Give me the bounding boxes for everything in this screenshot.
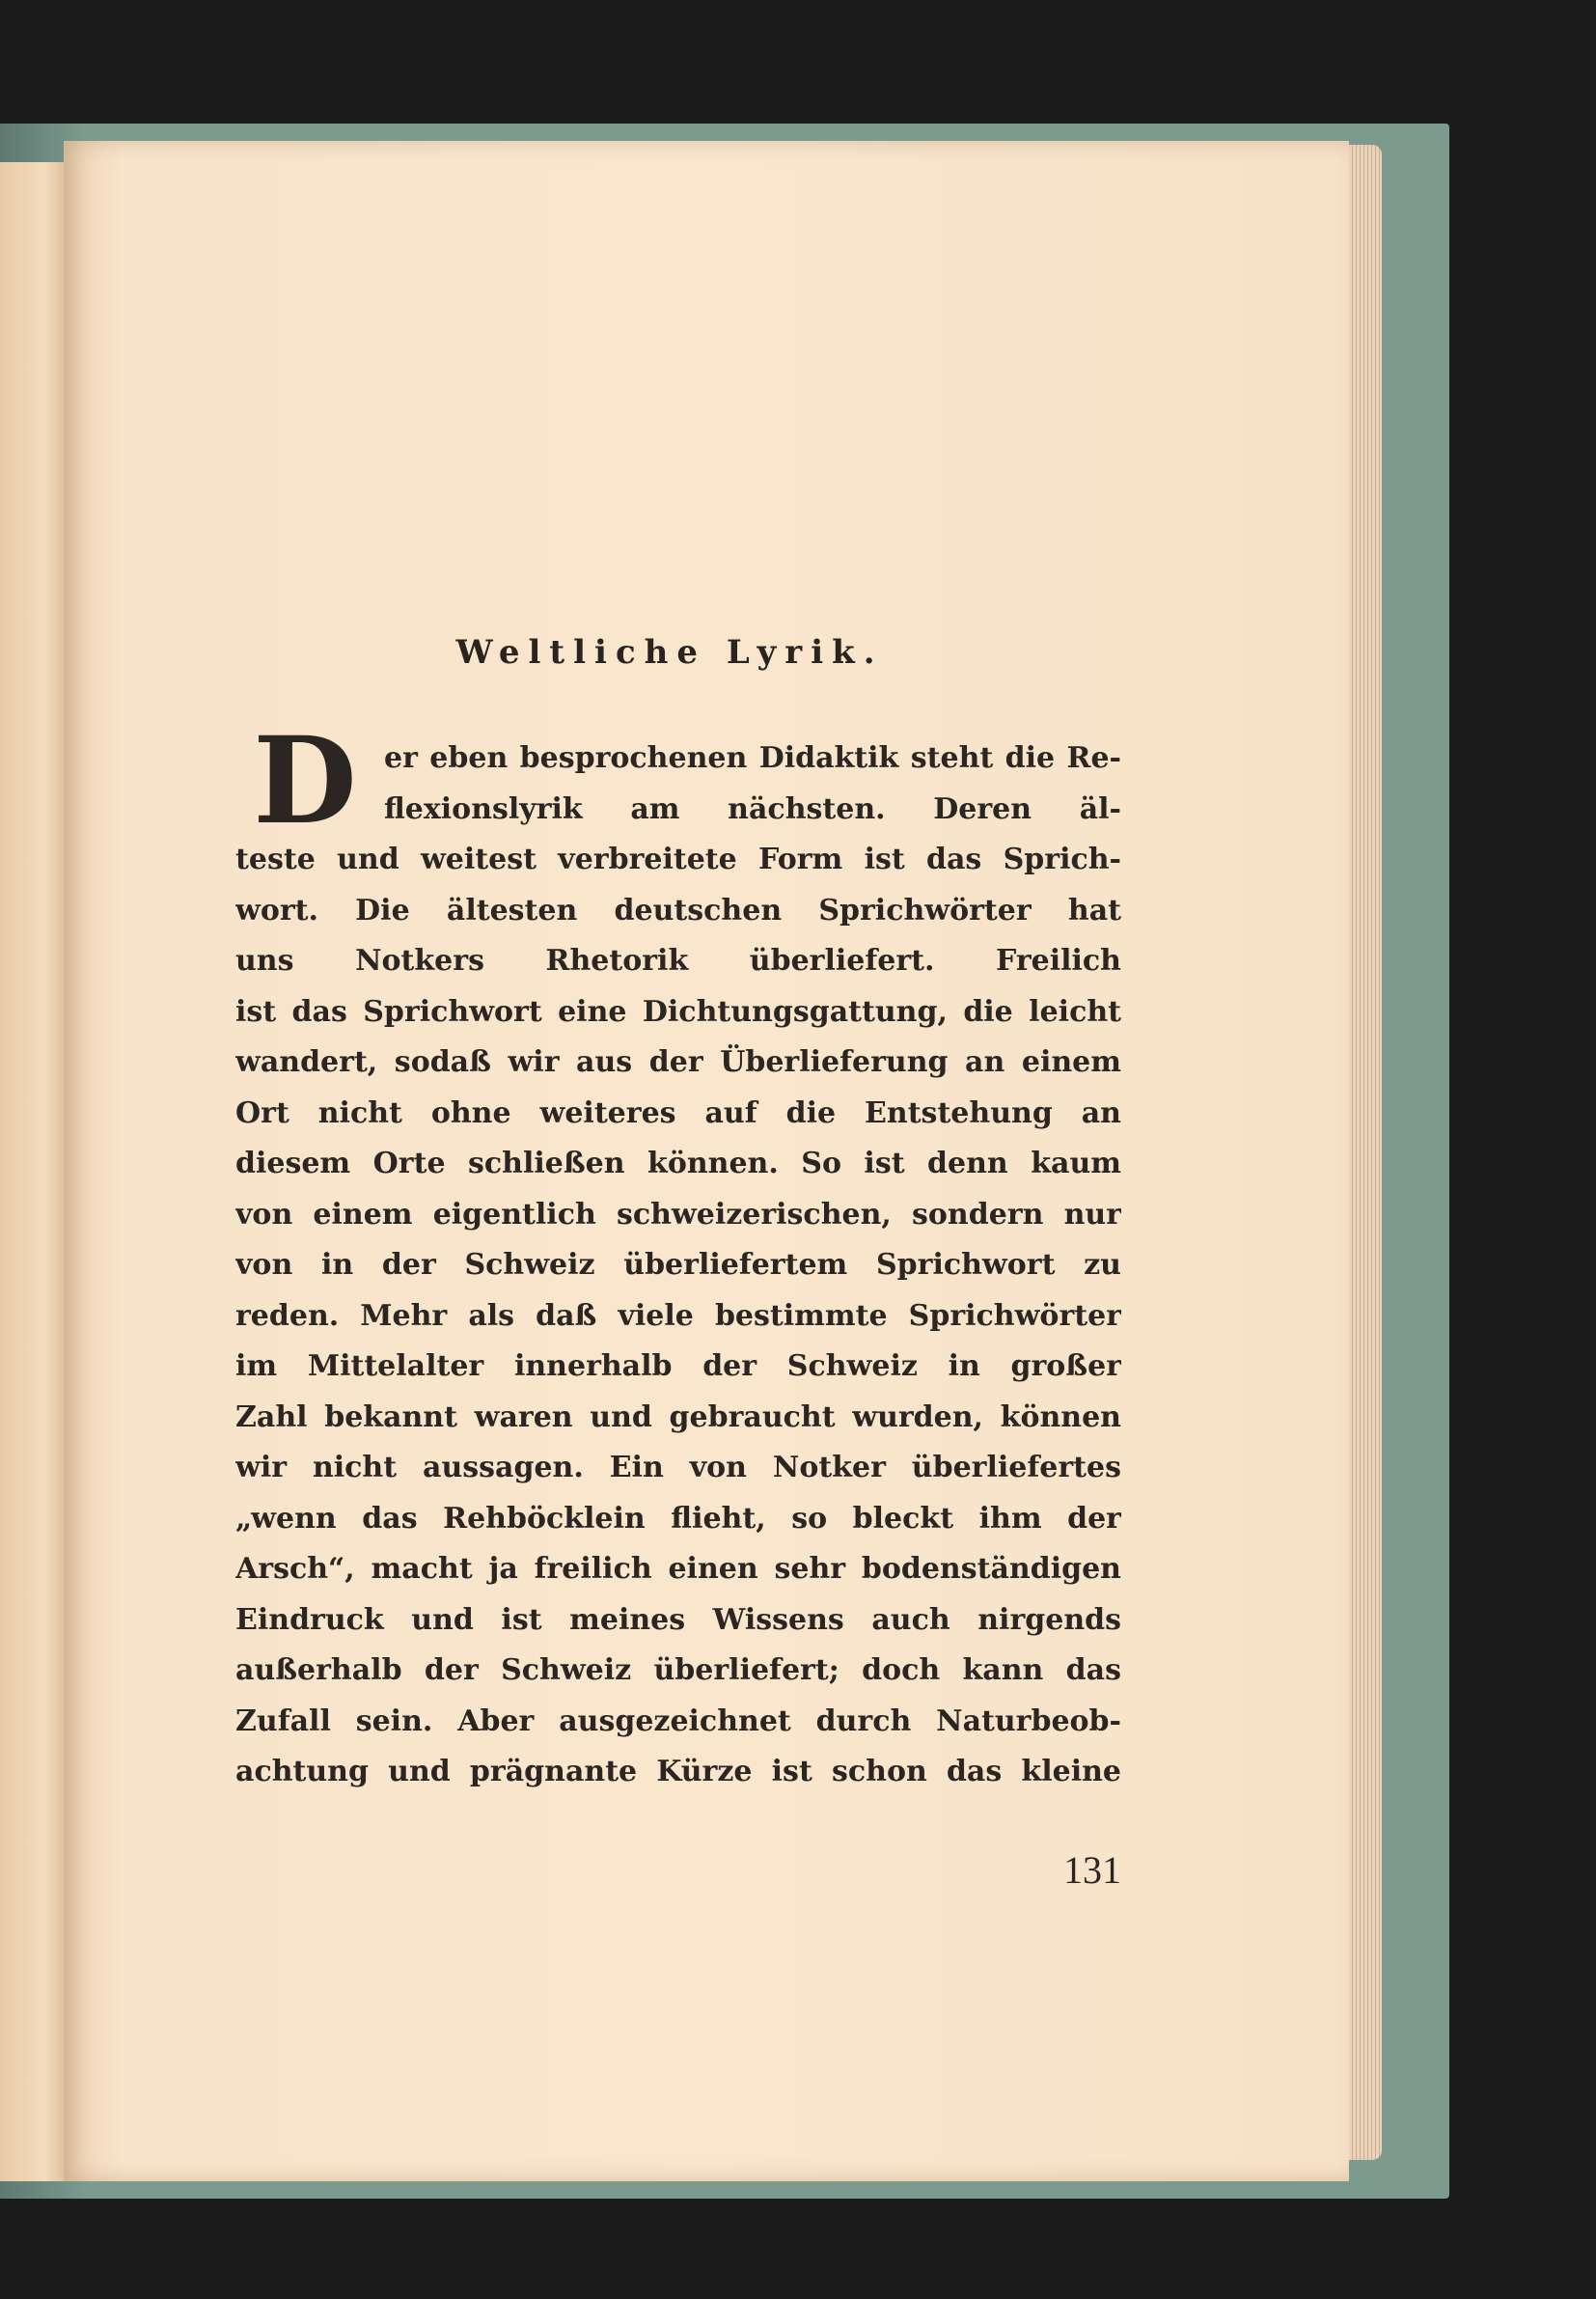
book-page (64, 141, 1349, 2181)
text-line: von einem eigentlich schweizerischen, sondern nur (235, 1197, 1121, 1232)
text-line: wort. Die ältesten deutschen Sprichwörter hat (235, 893, 1121, 928)
text-line: uns Notkers Rhetorik überliefert. Freilich (235, 944, 1121, 978)
text-line: teste und weitest verbreitete Form ist das Sprich- (235, 843, 1121, 876)
body-text (235, 734, 1121, 1798)
page-number: 131 (1063, 1848, 1121, 1892)
text-line: im Mittelalter innerhalb der Schweiz in großer (235, 1349, 1121, 1383)
text-line: Zufall sein. Aber ausgezeichnet durch Naturbeob- (235, 1703, 1121, 1738)
text-line: Eindruck und ist meines Wissens auch nirgends (235, 1602, 1121, 1637)
text-line: Arsch“, macht ja freilich einen sehr bodenständigen (235, 1552, 1121, 1586)
text-line: diesem Orte schließen können. So ist denn kaum (235, 1147, 1121, 1180)
text-line: von in der Schweiz überliefertem Sprichwort zu (235, 1248, 1121, 1282)
text-line: flexionslyrik am nächsten. Deren äl- (384, 791, 1121, 826)
facing-page-edge (0, 162, 64, 2181)
text-line: reden. Mehr als daß viele bestimmte Sprichwörter (235, 1298, 1121, 1333)
text-line: Zahl bekannt waren und gebraucht wurden, können (235, 1399, 1121, 1434)
text-line: „wenn das Rehböcklein flieht, so bleckt ihm der (235, 1501, 1121, 1536)
section-heading: Weltliche Lyrik. (455, 633, 884, 672)
text-line: wandert, sodaß wir aus der Überlieferung an einem (235, 1045, 1121, 1079)
text-line: Ort nicht ohne weiteres auf die Entstehung an (235, 1095, 1121, 1130)
text-line: wir nicht aussagen. Ein von Notker überliefertes (235, 1451, 1121, 1484)
text-line: er eben besprochenen Didaktik steht die Re- (384, 741, 1121, 775)
text-line: achtung und prägnante Kürze ist schon das kleine (235, 1755, 1121, 1788)
text-line: ist das Sprichwort eine Dichtungsgattung, die leicht (235, 994, 1121, 1029)
drop-cap: D (253, 711, 357, 851)
text-line: außerhalb der Schweiz überliefert; doch kann das (235, 1653, 1121, 1687)
